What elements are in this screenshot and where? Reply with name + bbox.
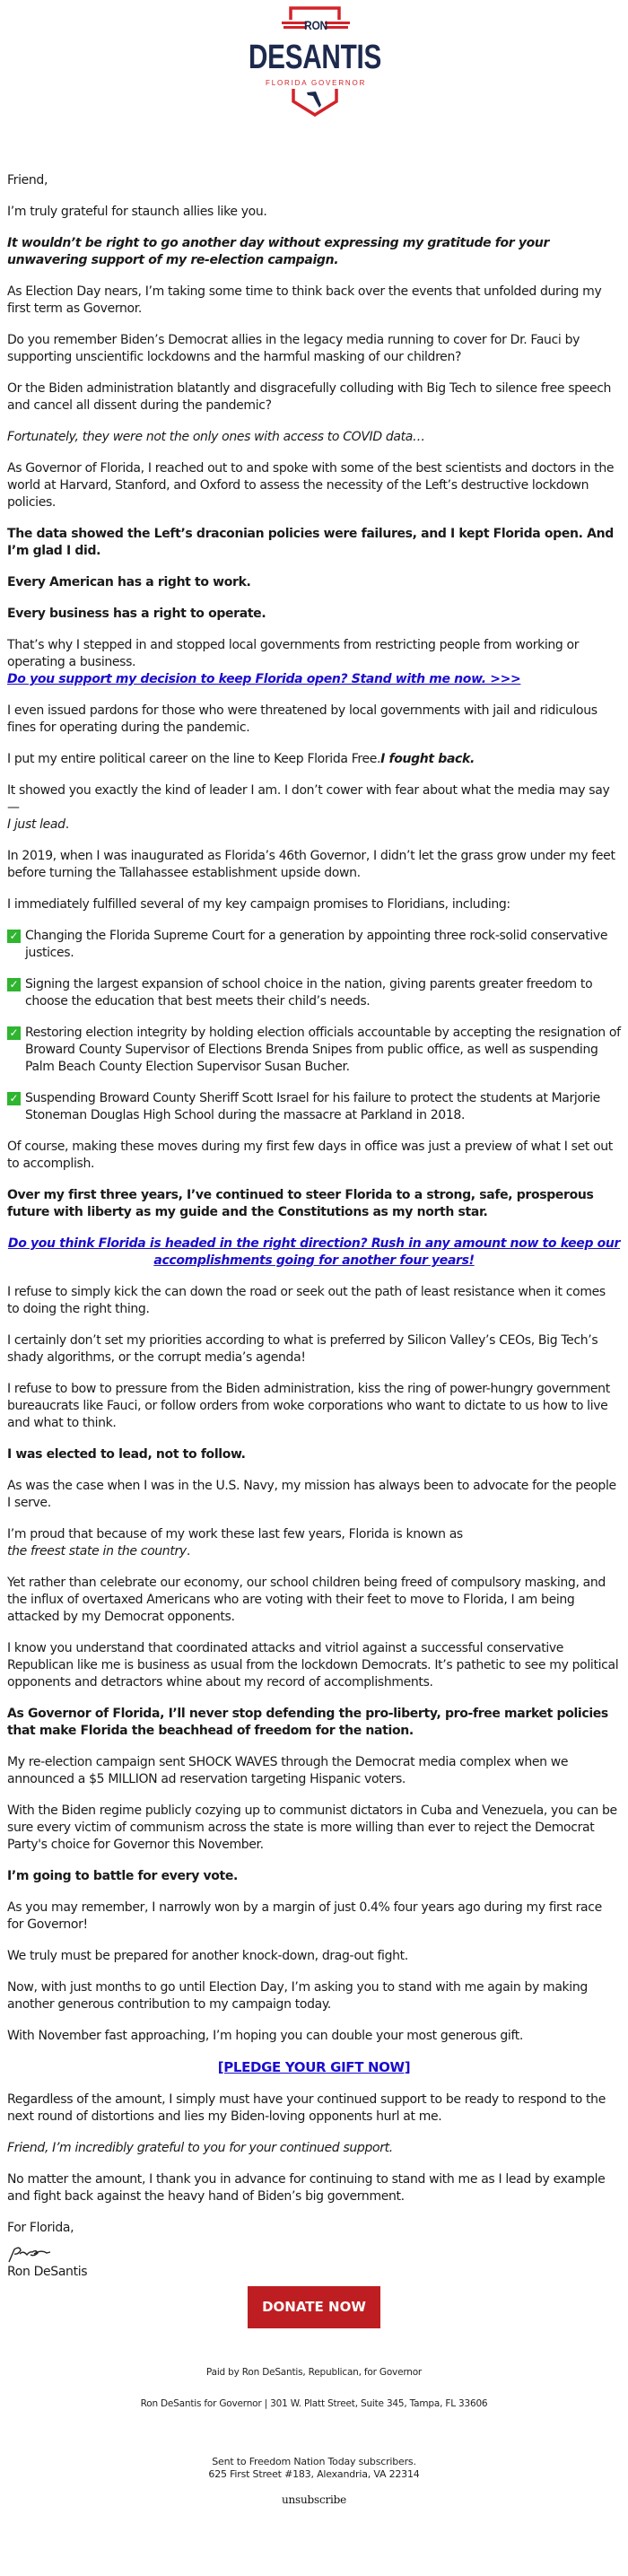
emphasis: I fought back. [380, 752, 475, 766]
paragraph [7, 782, 621, 834]
paragraph: In 2019, when I was inaugurated as Florida’s 46th Governor, I didn’t let the grass grow under my feet before turning the Tallahassee establishment upside down. [7, 849, 615, 880]
paragraph: As was the case when I was in the U.S. Navy, my mission has always been to advocate for the people I serve. [7, 1479, 616, 1510]
paragraph: Over my first three years, I’ve continued to steer Florida to a strong, safe, prosperous future with liberty as my guide and the Constitutions as my north star. [7, 1188, 594, 1219]
checklist-item [7, 1090, 621, 1124]
paragraph [7, 637, 621, 688]
text: I’m proud that because of my work these last few years, Florida is known as [7, 1527, 463, 1541]
paragraph: I know you understand that coordinated attacks and vitriol against a successful conservative Republican like me is business as usual from the lockdown Democrats. It’s pathetic to see my political opponents and detractors whine about my record of accomplishments. [7, 1641, 619, 1690]
signature-image [7, 2244, 70, 2264]
logo-line-2: DESANTIS [249, 39, 381, 76]
signature-name: Ron DeSantis [7, 2265, 88, 2279]
check-mark-icon: ✓ [7, 978, 21, 991]
paragraph: Or the Biden administration blatantly and disgracefully colluding with Big Tech to silence free speech and cancel all dissent during the pandemic? [7, 381, 612, 413]
pledge-gift-link[interactable]: [PLEDGE YOUR GIFT NOW] [217, 2059, 411, 2075]
text: It showed you exactly the kind of leader I am. I don’t cower with fear about what the media may say — [7, 783, 610, 815]
check-mark-icon: ✓ [7, 1026, 21, 1040]
paragraph: Every business has a right to operate. [7, 607, 266, 621]
paragraph: I’m going to battle for every vote. [7, 1869, 239, 1883]
text: That’s why I stepped in and stopped local governments from restricting people from working or operating a business. [7, 638, 580, 669]
text: I put my entire political career on the line to Keep Florida Free. [7, 752, 381, 766]
footer [0, 2364, 628, 2528]
checklist-text: Signing the largest expansion of school choice in the nation, giving parents greater freedom to choose the education that best meets their child’s needs. [25, 977, 593, 1009]
logo-line-3: FLORIDA GOVERNOR [266, 79, 364, 87]
text: . [65, 817, 69, 832]
checklist-item [7, 1025, 621, 1076]
paragraph: My re-election campaign sent SHOCK WAVES through the Democrat media complex when we announced a $5 MILLION ad reservation targeting Hispanic voters. [7, 1755, 569, 1786]
paragraph: Yet rather than celebrate our economy, our school children being freed of compulsory masking, and the influx of overtaxed Americans who are voting with their feet to move to Florida, I am being attacked by my Democrat opponents. [7, 1576, 606, 1624]
paragraph: As Governor of Florida, I’ll never stop defending the pro-liberty, pro-free market policies that make Florida the beachhead of freedom for the nation. [7, 1707, 608, 1738]
paragraph: Of course, making these moves during my first few days in office was just a preview of what I set out to accomplish. [7, 1140, 613, 1171]
paragraph: As you may remember, I narrowly won by a margin of just 0.4% four years ago during my first race for Governor! [7, 1900, 602, 1932]
paragraph: I immediately fulfilled several of my key campaign promises to Floridians, including: [7, 897, 510, 912]
paragraph: Fortunately, they were not the only ones with access to COVID data… [7, 430, 425, 444]
checklist-item [7, 976, 621, 1010]
keep-florida-open-link[interactable]: Do you support my decision to keep Florida open? Stand with me now. >>> [7, 672, 521, 686]
paragraph: Do you remember Biden’s Democrat allies in the legacy media running to cover for Dr. Fauci by supporting unscientific lockdowns and the harmful masking of our children? [7, 333, 580, 364]
paragraph [7, 2059, 621, 2077]
paragraph: I’m truly grateful for staunch allies like you. [7, 205, 267, 219]
logo-line-1: RON [304, 18, 328, 32]
paragraph: I certainly don’t set my priorities according to what is preferred by Silicon Valley’s CEOs, Big Tech’s shady algorithms, or the corrupt media’s agenda! [7, 1333, 598, 1365]
emphasis: the freest state in the country [7, 1544, 187, 1559]
subscription-notice [0, 2456, 628, 2481]
paragraph: With November fast approaching, I’m hoping you can double your most generous gift. [7, 2029, 524, 2043]
checklist-item [7, 928, 621, 962]
emphasis: I just lead [7, 817, 65, 832]
closing: For Florida, [7, 2221, 74, 2235]
desantis-logo [242, 0, 386, 126]
sent-to-text: Sent to Freedom Nation Today subscribers. [212, 2456, 416, 2467]
footer-spacer [0, 2510, 628, 2528]
paragraph: It wouldn’t be right to go another day without expressing my gratitude for your unwavering support of my re-election campaign. [7, 236, 550, 267]
unsubscribe-link[interactable]: unsubscribe [281, 2493, 347, 2506]
greeting: Friend, [7, 173, 48, 188]
paragraph: I was elected to lead, not to follow. [7, 1447, 246, 1462]
paragraph [7, 1236, 621, 1270]
paragraph [7, 751, 621, 768]
paragraph: As Election Day nears, I’m taking some time to think back over the events that unfolded during my first term as Governor. [7, 284, 602, 316]
paid-by-disclaimer: Paid by Ron DeSantis, Republican, for Governor [205, 2367, 423, 2378]
paragraph: As Governor of Florida, I reached out to and spoke with some of the best scientists and doctors in the world at Harvard, Stanford, and Oxford to assess the necessity of the Left’s destructive lockdown policies. [7, 461, 615, 510]
paragraph: Now, with just months to go until Election Day, I’m asking you to stand with me again by making another generous contribution to my campaign today. [7, 1980, 588, 2012]
checklist-text: Changing the Florida Supreme Court for a generation by appointing three rock-solid conservative justices. [25, 929, 608, 960]
campaign-address: Ron DeSantis for Governor | 301 W. Platt Street, Suite 345, Tampa, FL 33606 [140, 2398, 488, 2409]
checklist-text: Restoring election integrity by holding election officials accountable by accepting the resignation of Broward County Supervisor of Elections Brenda Snipes from public office, as well as suspending Palm Beach County Election Supervisor Susan Bucher. [25, 1026, 621, 1074]
paragraph: With the Biden regime publicly cozying up to communist dictators in Cuba and Venezuela, you can be sure every victim of communism across the state is more willing than ever to reject the Democrat Party's choice for Governor this November. [7, 1803, 617, 1852]
paragraph [7, 1526, 621, 1560]
paragraph: No matter the amount, I thank you in advance for continuing to stand with me as I lead by example and fight back against the heavy hand of Biden’s big government. [7, 2172, 606, 2204]
sender-address: 625 First Street #183, Alexandria, VA 22314 [208, 2468, 420, 2480]
paragraph: Regardless of the amount, I simply must have your continued support to be ready to respond to the next round of distortions and lies my Biden-loving opponents hurl at me. [7, 2092, 606, 2124]
paragraph: Friend, I’m incredibly grateful to you for your continued support. [7, 2141, 393, 2155]
donate-now-button[interactable]: DONATE NOW [248, 2286, 380, 2328]
paragraph: I even issued pardons for those who were threatened by local governments with jail and ridiculous fines for operating during the pandemic. [7, 703, 597, 735]
check-mark-icon: ✓ [7, 1092, 21, 1105]
checklist-text: Suspending Broward County Sheriff Scott Israel for his failure to protect the students at Marjorie Stoneman Douglas High School during the massacre at Parkland in 2018. [25, 1091, 600, 1122]
text: . [186, 1544, 190, 1559]
right-direction-link[interactable]: Do you think Florida is headed in the right direction? Rush in any amount now to keep our accomplishments going for another four years! [7, 1236, 621, 1268]
paragraph: Every American has a right to work. [7, 575, 251, 589]
paragraph: We truly must be prepared for another knock-down, drag-out fight. [7, 1949, 408, 1963]
paragraph: The data showed the Left’s draconian policies were failures, and I kept Florida open. And I’m glad I did. [7, 527, 614, 558]
paragraph: I refuse to simply kick the can down the road or seek out the path of least resistance when it comes to doing the right thing. [7, 1285, 606, 1316]
check-mark-icon: ✓ [7, 930, 21, 943]
email-body [0, 172, 628, 2281]
paragraph: I refuse to bow to pressure from the Biden administration, kiss the ring of power-hungry government bureaucrats like Fauci, or follow orders from woke corporations who want to dictate to us how to live and what to think. [7, 1382, 610, 1430]
